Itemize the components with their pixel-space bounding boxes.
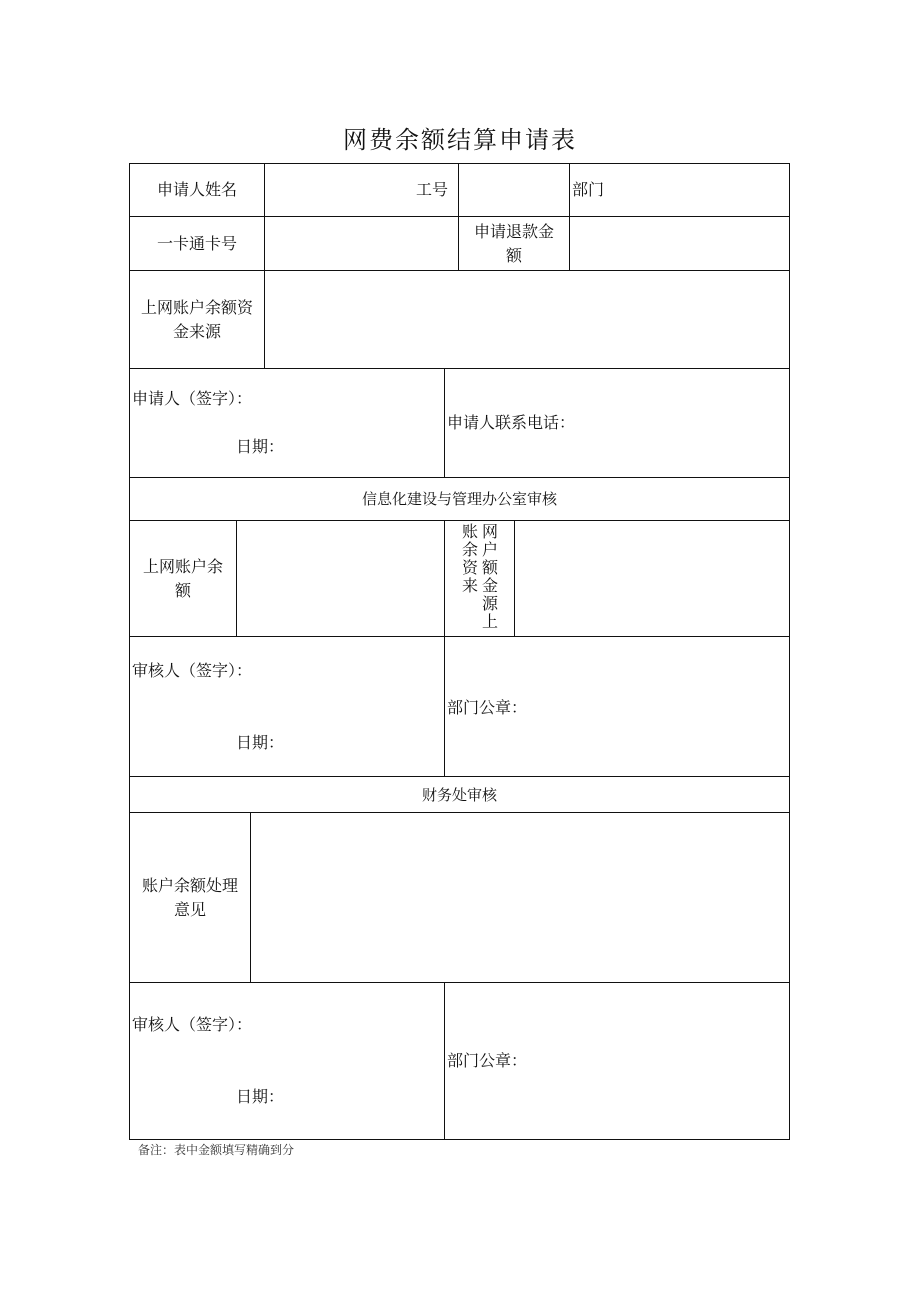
refund-amount-label xyxy=(459,217,569,270)
it-reviewer-signature-label: 审核人（签字）： xyxy=(132,661,253,680)
department-label: 部门 xyxy=(572,180,605,199)
it-date-label: 日期： xyxy=(236,733,285,752)
table-border-bottom xyxy=(129,1139,790,1140)
finance-opinion-label-line1: 账户余额处理 xyxy=(141,875,238,895)
department-field[interactable] xyxy=(620,164,788,216)
col-divider xyxy=(444,368,445,477)
card-number-field[interactable] xyxy=(265,217,458,270)
refund-amount-label-line1: 申请退款金 xyxy=(473,221,554,241)
vertical-char: 金 xyxy=(481,576,498,595)
applicant-name-label: 申请人姓名 xyxy=(156,180,237,199)
online-balance-label xyxy=(130,521,236,636)
balance-source-label-line1: 上网账户余额资 xyxy=(140,297,253,317)
footnote: 备注：表中金额填写精确到分 xyxy=(138,1143,295,1157)
finance-dept-seal-label: 部门公章： xyxy=(447,1051,528,1070)
vertical-char: 源 xyxy=(481,594,498,613)
balance-source-label xyxy=(130,271,264,368)
finance-opinion-field[interactable] xyxy=(251,813,789,982)
it-dept-seal-label: 部门公章： xyxy=(447,698,528,717)
card-number-label: 一卡通卡号 xyxy=(156,233,237,253)
finance-section-title: 财务处审核 xyxy=(421,785,497,804)
applicant-name-field[interactable] xyxy=(265,164,458,216)
online-balance-label-line2: 额 xyxy=(174,580,191,600)
vertical-char: 网 xyxy=(481,522,498,541)
finance-opinion-label-line2: 意见 xyxy=(173,899,206,919)
finance-opinion-label xyxy=(130,813,250,982)
online-balance-label-line1: 上网账户余 xyxy=(142,556,223,576)
vertical-char: 来 xyxy=(461,576,478,595)
col-divider xyxy=(444,982,445,1139)
col-divider xyxy=(444,636,445,776)
balance-source-label-line2: 金来源 xyxy=(172,321,221,341)
vertical-label-col2 xyxy=(481,523,499,631)
vertical-char: 账 xyxy=(461,522,478,541)
applicant-phone-label: 申请人联系电话： xyxy=(447,413,576,432)
col-divider xyxy=(444,520,445,636)
refund-amount-field[interactable] xyxy=(570,217,789,270)
vertical-char: 上 xyxy=(481,612,498,631)
balance-source-field[interactable] xyxy=(265,271,789,368)
refund-amount-label-line2: 额 xyxy=(505,245,522,265)
form-title: 网费余额结算申请表 xyxy=(343,126,577,154)
finance-reviewer-signature-label: 审核人（签字）： xyxy=(132,1015,253,1034)
finance-date-label: 日期： xyxy=(236,1087,285,1106)
vertical-char: 余 xyxy=(461,540,478,559)
vertical-char: 额 xyxy=(481,558,498,577)
employee-id-label: 工号 xyxy=(415,180,448,199)
employee-id-field[interactable] xyxy=(459,164,569,216)
online-balance-field[interactable] xyxy=(237,521,444,636)
vertical-char: 户 xyxy=(481,540,498,559)
finance-signature-area[interactable] xyxy=(130,983,444,1139)
it-section-title: 信息化建设与管理办公室审核 xyxy=(361,490,557,508)
table-border-right xyxy=(789,163,790,1140)
applicant-date-label: 日期： xyxy=(236,437,285,456)
applicant-signature-label: 申请人（签字）： xyxy=(132,389,253,408)
vertical-char: 资 xyxy=(461,558,478,577)
online-balance-source-field[interactable] xyxy=(515,521,789,636)
vertical-label-col1 xyxy=(461,523,479,595)
